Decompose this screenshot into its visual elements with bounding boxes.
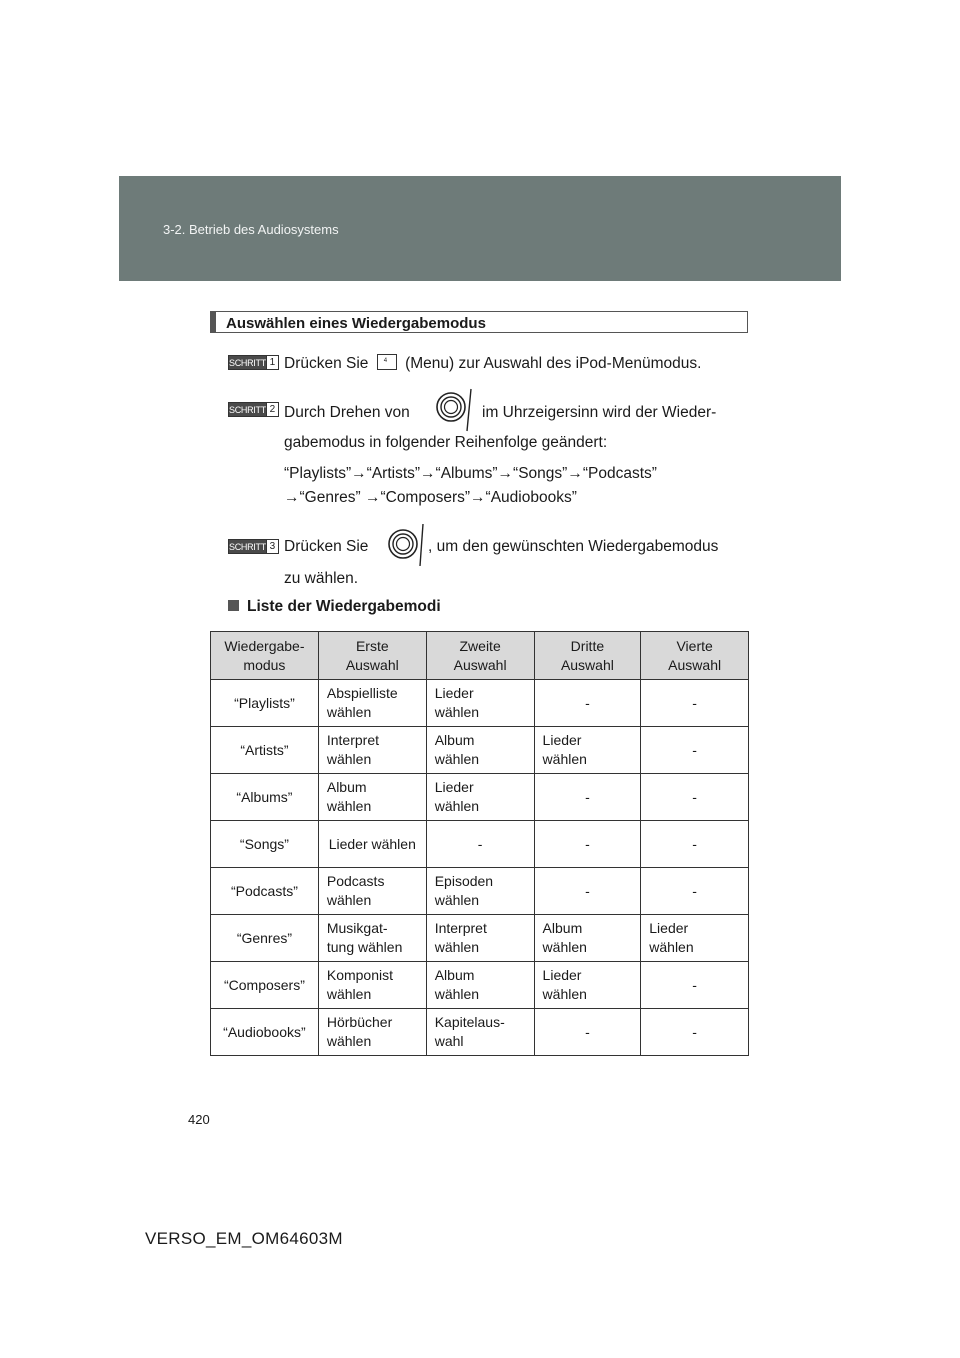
table-cell: “Songs”	[211, 821, 319, 868]
table-cell: Abspielliste wählen	[318, 680, 426, 727]
table-row	[211, 915, 749, 962]
table-cell: “Podcasts”	[211, 868, 319, 915]
table-cell: -	[641, 774, 749, 821]
table-cell: Podcasts wählen	[318, 868, 426, 915]
table-cell: -	[641, 680, 749, 727]
section-heading	[210, 311, 748, 333]
table-row	[211, 821, 749, 868]
table-body	[211, 680, 749, 1056]
section-heading-title: Auswählen eines Wiedergabemodus	[226, 315, 486, 332]
tune-knob-icon	[434, 387, 476, 433]
table-cell: Interpret wählen	[318, 727, 426, 774]
table-cell: Lieder wählen	[641, 915, 749, 962]
step-badge-2: SCHRITT 2	[228, 402, 279, 417]
table-cell: Album wählen	[318, 774, 426, 821]
step-2-line-3: “Playlists”→“Artists”→“Albums”→“Songs”→“Podcasts”	[284, 465, 657, 482]
table-cell: Musikgat- tung wählen	[318, 915, 426, 962]
table-cell: “Albums”	[211, 774, 319, 821]
breadcrumb: 3-2. Betrieb des Audiosystems	[163, 222, 339, 237]
table-header-cell: Wiedergabe- modus	[211, 632, 319, 680]
list-heading: Liste der Wiedergabemodi	[228, 598, 441, 616]
table-cell: -	[641, 821, 749, 868]
table-cell: -	[534, 680, 641, 727]
table-row	[211, 868, 749, 915]
modes-table	[210, 631, 749, 1056]
table-cell: -	[534, 774, 641, 821]
section-heading-bar	[211, 312, 216, 332]
table-row	[211, 774, 749, 821]
table-cell: “Genres”	[211, 915, 319, 962]
table-cell: Lieder wählen	[534, 962, 641, 1009]
square-bullet-icon	[228, 600, 239, 611]
table-cell: -	[641, 727, 749, 774]
tune-knob-icon	[387, 522, 429, 568]
table-cell: “Audiobooks”	[211, 1009, 319, 1056]
step-2-line-2: gabemodus in folgender Reihenfolge geändert:	[284, 434, 608, 451]
table-header-cell: Dritte Auswahl	[534, 632, 641, 680]
table-cell: “Artists”	[211, 727, 319, 774]
page-number: 420	[188, 1112, 210, 1127]
table-cell: Kapitelaus- wahl	[426, 1009, 534, 1056]
table-cell: Lieder wählen	[318, 821, 426, 868]
table-row	[211, 1009, 749, 1056]
table-cell: Hörbücher wählen	[318, 1009, 426, 1056]
table-row	[211, 680, 749, 727]
table-row	[211, 962, 749, 1009]
step-badge-1: SCHRITT 1	[228, 355, 279, 370]
table-cell: Album wählen	[426, 727, 534, 774]
table-header-row	[211, 632, 749, 680]
table-cell: -	[534, 1009, 641, 1056]
table-cell: Lieder wählen	[426, 774, 534, 821]
table-header-cell: Zweite Auswahl	[426, 632, 534, 680]
table-header-cell: Erste Auswahl	[318, 632, 426, 680]
table-cell: Lieder wählen	[426, 680, 534, 727]
table-cell: Interpret wählen	[426, 915, 534, 962]
table-cell: -	[641, 962, 749, 1009]
step-2-line-1b: im Uhrzeigersinn wird der Wieder-	[482, 404, 717, 421]
table-cell: -	[641, 868, 749, 915]
menu-key-icon: 4	[377, 354, 397, 370]
table-cell: Episoden wählen	[426, 868, 534, 915]
step-2-line-4: →“Genres” →“Composers”→“Audiobooks”	[284, 489, 577, 506]
table-cell: -	[426, 821, 534, 868]
table-cell: Komponist wählen	[318, 962, 426, 1009]
step-3-line-1a: Drücken Sie	[284, 538, 369, 555]
table-cell: -	[641, 1009, 749, 1056]
table-row	[211, 727, 749, 774]
step-2-line-1a: Durch Drehen von	[284, 404, 410, 421]
table-cell: -	[534, 868, 641, 915]
step-3-line-2: zu wählen.	[284, 570, 359, 587]
table-cell: -	[534, 821, 641, 868]
table-cell: Album wählen	[534, 915, 641, 962]
table-cell: Album wählen	[426, 962, 534, 1009]
header-band	[119, 176, 841, 281]
step-badge-3: SCHRITT 3	[228, 539, 279, 554]
document-code: VERSO_EM_OM64603M	[145, 1229, 343, 1248]
step-1-text: Drücken Sie 4 (Menu) zur Auswahl des iPod-Menümodus.	[284, 355, 702, 372]
table-cell: Lieder wählen	[534, 727, 641, 774]
table-cell: “Playlists”	[211, 680, 319, 727]
table-header-cell: Vierte Auswahl	[641, 632, 749, 680]
table-cell: “Composers”	[211, 962, 319, 1009]
step-3-line-1b: , um den gewünschten Wiedergabemodus	[428, 538, 719, 555]
